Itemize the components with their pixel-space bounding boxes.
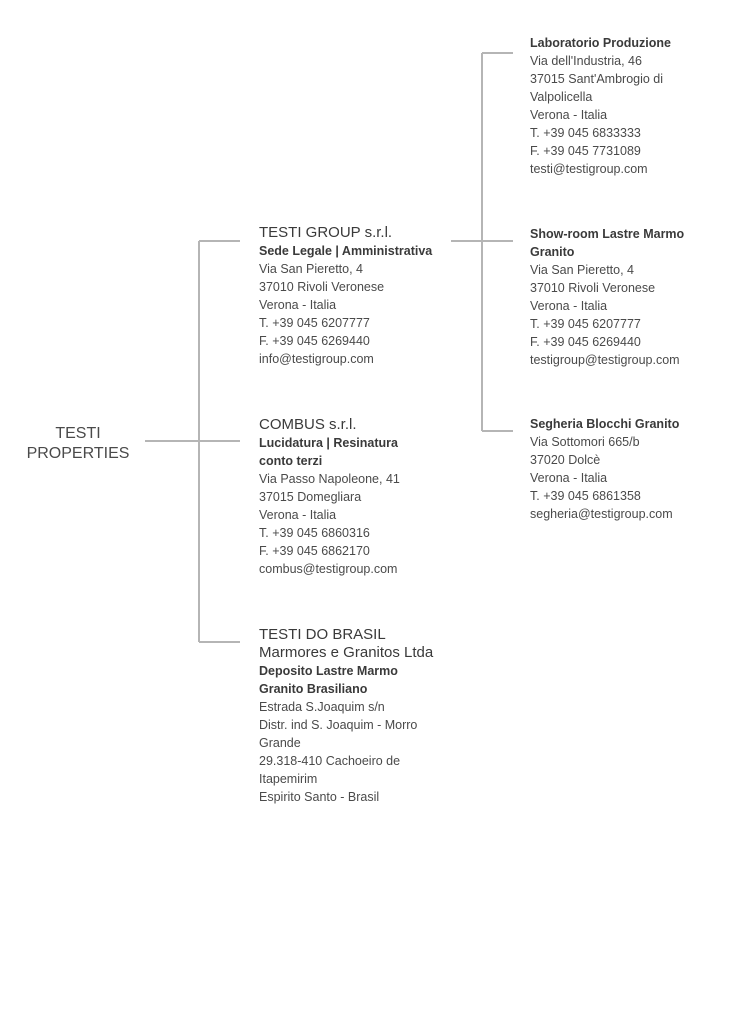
address-line: Via Sottomori 665/b — [530, 435, 640, 449]
address-line: Espirito Santo - Brasil — [259, 790, 380, 804]
branch-title: Show-room Lastre Marmo — [530, 227, 685, 241]
fax-line: F. +39 045 6862170 — [259, 544, 370, 558]
root-line: PROPERTIES — [26, 445, 130, 462]
company-subtitle: Lucidatura | Resinatura — [259, 436, 398, 450]
company-combus — [259, 416, 400, 578]
company-subtitle: Sede Legale | Amministrativa — [259, 244, 433, 258]
company-subtitle: Granito Brasiliano — [259, 682, 368, 696]
phone-line: T. +39 045 6861358 — [530, 489, 641, 503]
email-line: testi@testigroup.com — [530, 162, 648, 176]
company-subtitle: conto terzi — [259, 454, 323, 468]
address-line: 29.318-410 Cachoeiro de — [259, 754, 401, 768]
root-node-testi-properties — [22, 424, 134, 464]
email-line: testigroup@testigroup.com — [530, 353, 680, 367]
fax-line: F. +39 045 6269440 — [530, 335, 641, 349]
branch-title: Segheria Blocchi Granito — [530, 417, 680, 431]
address-line: Via dell'Industria, 46 — [530, 54, 642, 68]
branch-title: Laboratorio Produzione — [530, 36, 671, 50]
company-subtitle: Deposito Lastre Marmo — [259, 664, 398, 678]
email-line: combus@testigroup.com — [259, 562, 398, 576]
address-line: Distr. ind S. Joaquim - Morro — [259, 718, 418, 732]
branch-title: Granito — [530, 245, 575, 259]
address-line: Verona - Italia — [530, 299, 608, 313]
address-line: Via Passo Napoleone, 41 — [259, 472, 400, 486]
address-line: Via San Pieretto, 4 — [259, 262, 364, 276]
address-line: Verona - Italia — [259, 508, 337, 522]
address-line: 37010 Rivoli Veronese — [259, 280, 385, 294]
company-title: COMBUS s.r.l. — [259, 416, 357, 433]
address-line: 37015 Domegliara — [259, 490, 362, 504]
branch-segheria-blocchi-granito — [530, 415, 679, 523]
email-line: segheria@testigroup.com — [530, 507, 673, 521]
company-title: Marmores e Granitos Ltda — [259, 644, 434, 661]
root-line: TESTI — [55, 425, 101, 442]
company-title: TESTI DO BRASIL — [259, 626, 386, 643]
address-line: Grande — [259, 736, 301, 750]
fax-line: F. +39 045 6269440 — [259, 334, 370, 348]
address-line: 37010 Rivoli Veronese — [530, 281, 656, 295]
address-line: 37015 Sant'Ambrogio di — [530, 72, 664, 86]
phone-line: T. +39 045 6833333 — [530, 126, 641, 140]
company-testi-group — [259, 224, 432, 368]
fax-line: F. +39 045 7731089 — [530, 144, 641, 158]
address-line: Verona - Italia — [530, 108, 608, 122]
company-testi-do-brasil — [259, 626, 433, 806]
address-line: Verona - Italia — [259, 298, 337, 312]
branch-showroom — [530, 225, 684, 369]
phone-line: T. +39 045 6207777 — [259, 316, 370, 330]
phone-line: T. +39 045 6207777 — [530, 317, 641, 331]
phone-line: T. +39 045 6860316 — [259, 526, 370, 540]
email-line: info@testigroup.com — [259, 352, 374, 366]
address-line: Itapemirim — [259, 772, 318, 786]
address-line: Valpolicella — [530, 90, 593, 104]
address-line: Verona - Italia — [530, 471, 608, 485]
address-line: Via San Pieretto, 4 — [530, 263, 635, 277]
branch-laboratorio-produzione — [530, 34, 671, 178]
company-title: TESTI GROUP s.r.l. — [259, 224, 393, 241]
address-line: Estrada S.Joaquim s/n — [259, 700, 385, 714]
address-line: 37020 Dolcè — [530, 453, 601, 467]
